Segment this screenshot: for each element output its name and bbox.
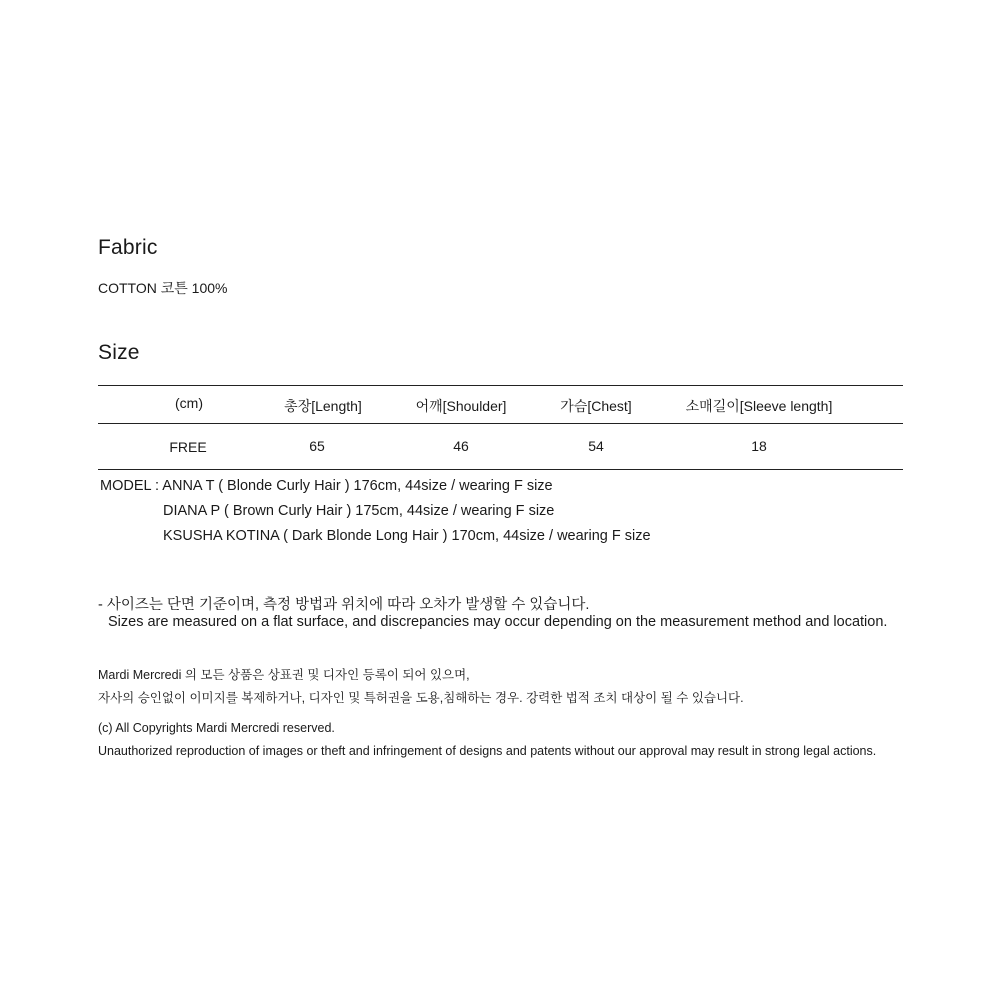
legal-korean-line1: Mardi Mercredi 의 모든 상품은 상표권 및 디자인 등록이 되어 있으며, [98,668,470,682]
fabric-heading: Fabric [98,236,158,259]
table-header-rule [98,423,903,424]
size-notice-korean: - 사이즈는 단면 기준이며, 측정 방법과 위치에 따라 오차가 발생할 수 있습니다. [98,597,590,613]
table-bottom-rule [98,469,903,470]
copyright-line: (c) All Copyrights Mardi Mercredi reserved. [98,721,335,735]
legal-english: Unauthorized reproduction of images or theft and infringement of designs and patents without our approval may result in strong legal actions. [98,744,877,758]
size-notice-english: Sizes are measured on a flat surface, and discrepancies may occur depending on the measurement method and location. [108,614,888,630]
table-row-cell: 18 [751,438,767,454]
table-row-cell: FREE [169,439,207,455]
table-header-cell: 소매길이[Sleeve length] [685,398,833,414]
table-header-cell: 가슴[Chest] [560,398,632,414]
model-line: MODEL : ANNA T ( Blonde Curly Hair ) 176cm, 44size / wearing F size [100,478,553,494]
size-heading: Size [98,341,140,364]
table-header-cell: 어깨[Shoulder] [415,398,507,414]
size-table [98,385,903,471]
table-top-rule [98,385,903,386]
table-header-cell: 총장[Length] [284,398,362,414]
table-row-cell: 65 [309,438,325,454]
legal-korean-line2: 자사의 승인없이 이미지를 복제하거나, 디자인 및 특허권을 도용,침해하는 경우. 강력한 법적 조치 대상이 될 수 있습니다. [98,691,744,705]
table-row-cell: 54 [588,438,604,454]
fabric-value: COTTON 코튼 100% [98,280,228,296]
table-row-cell: 46 [453,438,469,454]
table-header-cell: (cm) [175,395,203,411]
model-line: KSUSHA KOTINA ( Dark Blonde Long Hair ) 170cm, 44size / wearing F size [163,528,651,544]
model-line: DIANA P ( Brown Curly Hair ) 175cm, 44size / wearing F size [163,503,555,519]
